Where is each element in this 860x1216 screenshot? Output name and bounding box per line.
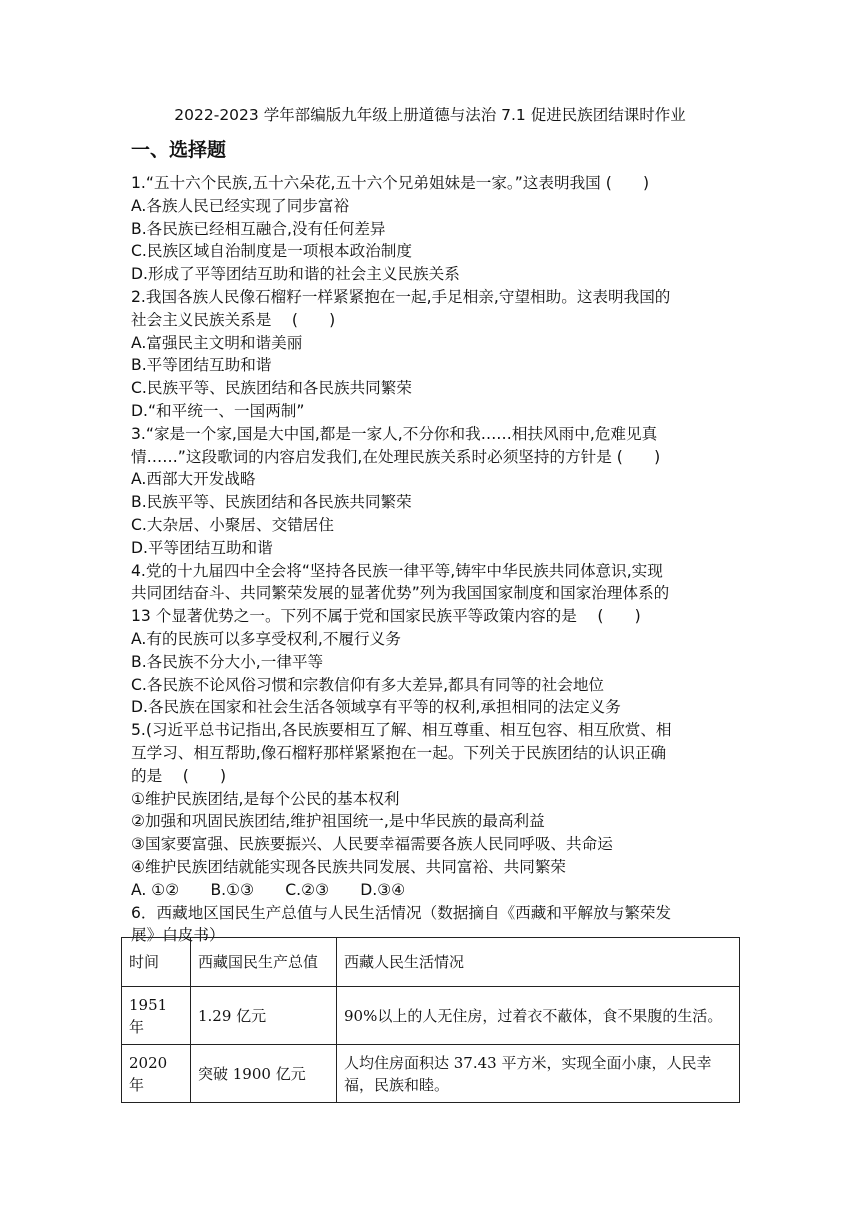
question-5-statement-3: ③国家要富强、民族要振兴、人民要幸福需要各族人民同呼吸、共命运 xyxy=(131,835,613,854)
question-2-stem: 2.我国各族人民像石榴籽一样紧紧抱在一起,手足相亲,守望相助。这表明我国的 xyxy=(131,287,671,306)
document-title: 2022-2023 学年部编版九年级上册道德与法治 7.1 促进民族团结课时作业 xyxy=(174,106,686,124)
question-6-stem: 6．西藏地区国民生产总值与人民生活情况（数据摘自《西藏和平解放与繁荣发 xyxy=(131,903,672,922)
question-3-option-d: D.平等团结互助和谐 xyxy=(131,538,273,557)
question-4-option-b: B.各民族不分大小,一律平等 xyxy=(131,652,324,671)
tibet-data-table xyxy=(121,937,740,1103)
question-3-option-b: B.民族平等、民族团结和各民族共同繁荣 xyxy=(131,493,412,512)
question-1-option-d: D.形成了平等团结互助和谐的社会主义民族关系 xyxy=(131,265,460,284)
table-row xyxy=(122,987,740,1045)
question-2-option-d: D.“和平统一、一国两制” xyxy=(131,401,305,420)
question-2-option-a: A.富强民主文明和谐美丽 xyxy=(131,333,303,352)
question-4-option-d: D.各民族在国家和社会生活各领域享有平等的权利,承担相同的法定义务 xyxy=(131,698,621,717)
table-header-row xyxy=(122,938,740,987)
question-3-option-a: A.西部大开发战略 xyxy=(131,470,256,489)
question-5-options: A. ①② B.①③ C.②③ D.③④ xyxy=(131,880,406,899)
question-3-option-c: C.大杂居、小聚居、交错居住 xyxy=(131,515,334,534)
table-cell-gdp: 1.29 亿元 xyxy=(191,987,337,1045)
question-2-option-b: B.平等团结互助和谐 xyxy=(131,356,272,375)
question-2-option-c: C.民族平等、民族团结和各民族共同繁荣 xyxy=(131,379,412,398)
table-header-cell: 西藏国民生产总值 xyxy=(191,938,337,987)
table-row xyxy=(122,1045,740,1103)
questions-body xyxy=(131,172,741,947)
table-cell-year: 2020 年 xyxy=(122,1045,191,1103)
table-cell-year: 1951 年 xyxy=(122,987,191,1045)
question-4-stem: 4.党的十九届四中全会将“坚持各民族一律平等,铸牢中华民族共同体意识,实现 xyxy=(131,561,663,580)
question-2-stem: 社会主义民族关系是 ( ) xyxy=(131,310,336,329)
table-cell-life: 人均住房面积达 37.43 平方米，实现全面小康，人民幸福，民族和睦。 xyxy=(337,1045,740,1103)
section-heading: 一、选择题 xyxy=(131,139,227,161)
question-4-option-c: C.各民族不论风俗习惯和宗教信仰有多大差异,都具有同等的社会地位 xyxy=(131,675,605,694)
question-5-stem: 的是 ( ) xyxy=(131,766,227,785)
question-6-stem: 展》白皮书） xyxy=(131,926,225,945)
question-1-option-a: A.各族人民已经实现了同步富裕 xyxy=(131,196,350,215)
table-cell-life: 90%以上的人无住房，过着衣不蔽体，食不果腹的生活。 xyxy=(337,987,740,1045)
question-1-stem: 1.“五十六个民族,五十六朵花,五十六个兄弟姐妹是一家。”这表明我国 ( ) xyxy=(131,174,650,192)
question-4-stem: 共同团结奋斗、共同繁荣发展的显著优势”列为我国国家制度和国家治理体系的 xyxy=(131,584,670,603)
question-5-stem: 5.(习近平总书记指出,各民族要相互了解、相互尊重、相互包容、相互欣赏、相 xyxy=(131,721,672,740)
question-3-stem: 3.“家是一个家,国是大中国,都是一家人,不分你和我……相扶风雨中,危难见真 xyxy=(131,424,658,443)
question-4-stem: 13 个显著优势之一。下列不属于党和国家民族平等政策内容的是 ( ) xyxy=(131,607,641,626)
question-5-statement-2: ②加强和巩固民族团结,维护祖国统一,是中华民族的最高利益 xyxy=(131,812,545,831)
question-1-option-c: C.民族区域自治制度是一项根本政治制度 xyxy=(131,242,412,261)
table-cell-gdp: 突破 1900 亿元 xyxy=(191,1045,337,1103)
question-5-stem: 互学习、相互帮助,像石榴籽那样紧紧抱在一起。下列关于民族团结的认识正确 xyxy=(131,743,667,762)
question-4-option-a: A.有的民族可以多享受权利,不履行义务 xyxy=(131,629,401,648)
table-header-cell: 时间 xyxy=(122,938,191,987)
question-3-stem: 情……”这段歌词的内容启发我们,在处理民族关系时必须坚持的方针是 ( ) xyxy=(131,447,661,466)
question-1-option-b: B.各民族已经相互融合,没有任何差异 xyxy=(131,219,386,238)
question-5-statement-4: ④维护民族团结就能实现各民族共同发展、共同富裕、共同繁荣 xyxy=(131,857,567,876)
table-header-cell: 西藏人民生活情况 xyxy=(337,938,740,987)
question-5-statement-1: ①维护民族团结,是每个公民的基本权利 xyxy=(131,789,400,808)
